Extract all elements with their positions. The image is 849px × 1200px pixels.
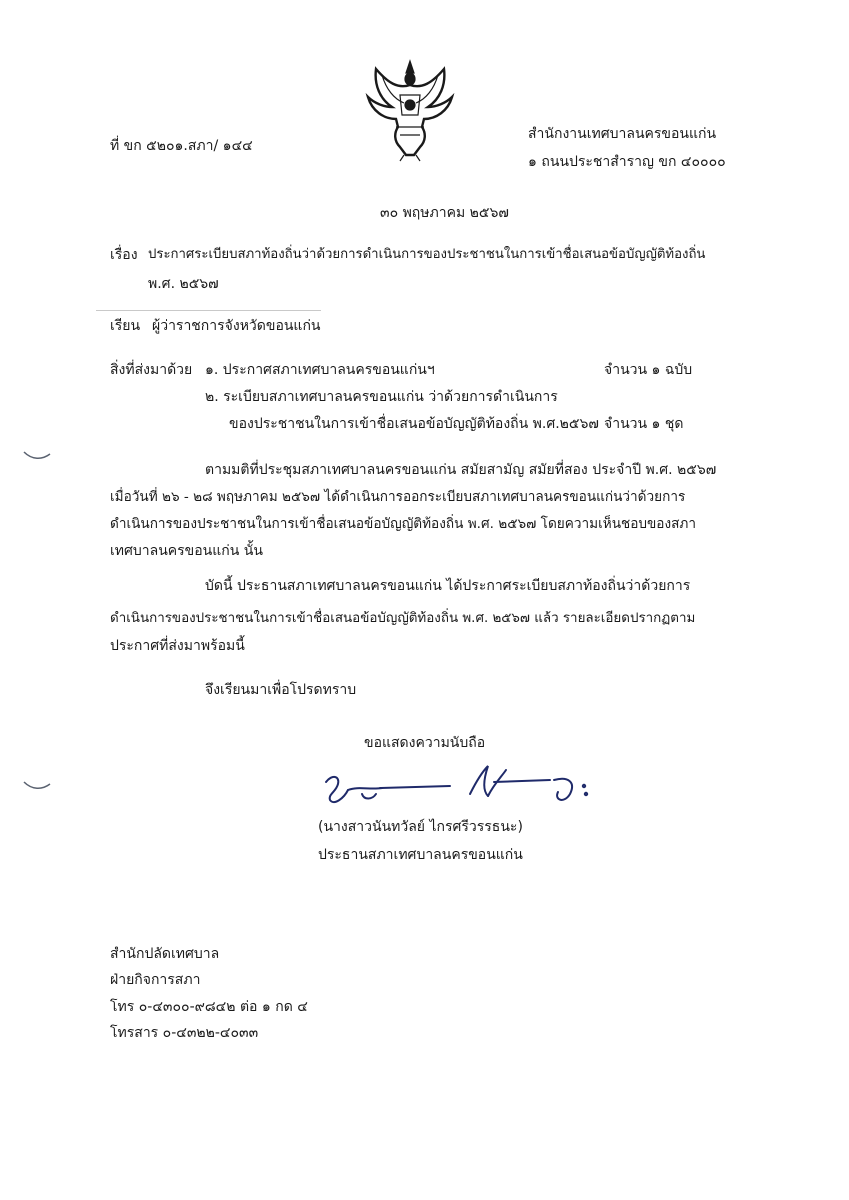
body-paragraph-2-line-3: ประกาศที่ส่งมาพร้อมนี้ bbox=[110, 638, 245, 654]
office-address: ๑ ถนนประชาสำราญ ขก ๔๐๐๐๐ bbox=[528, 154, 726, 170]
body-paragraph-1-line-2: เมื่อวันที่ ๒๖ - ๒๘ พฤษภาคม ๒๕๖๗ ได้ดำเนินการออกระเบียบสภาเทศบาลนครขอนแก่นว่าด้วยการ bbox=[110, 489, 686, 505]
footer-department: สำนักปลัดเทศบาล bbox=[110, 946, 220, 962]
body-paragraph-2-line-1: บัดนี้ ประธานสภาเทศบาลนครขอนแก่น ได้ประกาศระเบียบสภาท้องถิ่นว่าด้วยการ bbox=[205, 578, 691, 594]
scan-mark bbox=[22, 448, 52, 464]
recipient-name: ผู้ว่าราชการจังหวัดขอนแก่น bbox=[152, 318, 321, 334]
signature-image bbox=[318, 760, 598, 810]
body-paragraph-3: จึงเรียนมาเพื่อโปรดทราบ bbox=[205, 682, 357, 698]
body-paragraph-1-line-1: ตามมติที่ประชุมสภาเทศบาลนครขอนแก่น สมัยสามัญ สมัยที่สอง ประจำปี พ.ศ. ๒๕๖๗ bbox=[205, 462, 717, 478]
enclosure-item-1: ๑. ประกาศสภาเทศบาลนครขอนแก่นฯ bbox=[205, 362, 435, 378]
body-paragraph-1-line-3: ดำเนินการของประชาชนในการเข้าชื่อเสนอข้อบัญญัติท้องถิ่น พ.ศ. ๒๕๖๗ โดยความเห็นชอบของสภา bbox=[110, 516, 696, 532]
divider-line bbox=[96, 310, 321, 311]
enclosure-item-2-qty: จำนวน ๑ ชุด bbox=[604, 416, 684, 432]
scan-mark bbox=[22, 778, 52, 794]
footer-division: ฝ่ายกิจการสภา bbox=[110, 972, 201, 988]
garuda-emblem-icon bbox=[360, 55, 460, 163]
enclosures-label: สิ่งที่ส่งมาด้วย bbox=[110, 362, 193, 378]
footer-phone: โทร ๐-๔๓๐๐-๙๘๔๒ ต่อ ๑ กด ๔ bbox=[110, 999, 308, 1015]
closing-regards: ขอแสดงความนับถือ bbox=[364, 735, 486, 751]
enclosure-item-2-line-1: ๒. ระเบียบสภาเทศบาลนครขอนแก่น ว่าด้วยการดำเนินการ bbox=[205, 389, 558, 405]
subject-line-1: ประกาศระเบียบสภาท้องถิ่นว่าด้วยการดำเนินการของประชาชนในการเข้าชื่อเสนอข้อบัญญัติท้องถิ่น bbox=[148, 247, 706, 262]
recipient-label: เรียน bbox=[110, 318, 141, 334]
body-paragraph-1-line-4: เทศบาลนครขอนแก่น นั้น bbox=[110, 543, 263, 559]
signatory-position: ประธานสภาเทศบาลนครขอนแก่น bbox=[318, 847, 523, 863]
letter-date: ๓๐ พฤษภาคม ๒๕๖๗ bbox=[380, 205, 509, 221]
signatory-name: (นางสาวนันทวัลย์ ไกรศรีวรรธนะ) bbox=[318, 819, 523, 835]
subject-line-2: พ.ศ. ๒๕๖๗ bbox=[148, 276, 219, 292]
office-name: สำนักงานเทศบาลนครขอนแก่น bbox=[528, 126, 717, 142]
body-paragraph-2-line-2: ดำเนินการของประชาชนในการเข้าชื่อเสนอข้อบัญญัติท้องถิ่น พ.ศ. ๒๕๖๗ แล้ว รายละเอียดปรากฏตาม bbox=[110, 611, 696, 626]
reference-number: ที่ ขก ๕๒๐๑.สภา/ ๑๔๔ bbox=[110, 138, 253, 154]
footer-fax: โทรสาร ๐-๔๓๒๒-๔๐๓๓ bbox=[110, 1025, 259, 1041]
enclosure-item-2-line-2: ของประชาชนในการเข้าชื่อเสนอข้อบัญญัติท้องถิ่น พ.ศ.๒๕๖๗ bbox=[229, 416, 599, 432]
enclosure-item-1-qty: จำนวน ๑ ฉบับ bbox=[604, 362, 693, 378]
subject-label: เรื่อง bbox=[110, 247, 138, 263]
